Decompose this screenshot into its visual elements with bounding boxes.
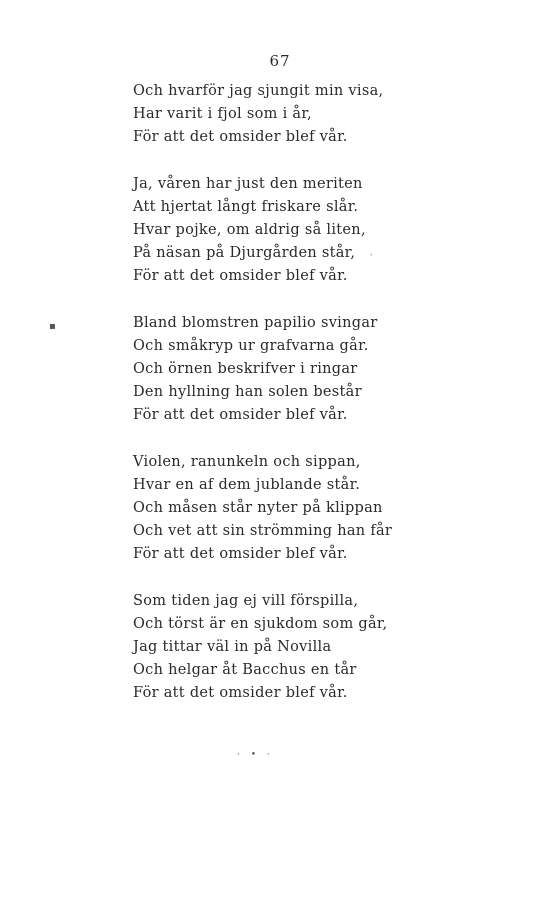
poem — [133, 80, 433, 729]
poem-line: Som tiden jag ej vill förspilla, — [133, 593, 359, 609]
stanza-2 — [133, 173, 433, 288]
stanza-3 — [133, 312, 433, 427]
poem-line: Hvar pojke, om aldrig så liten, — [133, 222, 366, 238]
stanza-4 — [133, 451, 433, 566]
poem-line: Och örnen beskrifver i ringar — [133, 361, 358, 377]
poem-line: För att det omsider blef vår. — [133, 685, 348, 701]
stanza-5 — [133, 590, 433, 705]
poem-line: Den hyllning han solen består — [133, 384, 362, 400]
poem-line: Och måsen står nyter på klippan — [133, 500, 383, 516]
poem-line: Och törst är en sjukdom som går, — [133, 616, 388, 632]
poem-line: Hvar en af dem jublande står. — [133, 477, 361, 493]
poem-line: För att det omsider blef vår. — [133, 407, 348, 423]
ink-specks: · • · — [237, 750, 274, 760]
poem-line: För att det omsider blef vår. — [133, 268, 348, 284]
poem-line: Har varit i fjol som i år, — [133, 106, 312, 122]
poem-line: För att det omsider blef vår. — [133, 129, 348, 145]
poem-line: Att hjertat långt friskare slår. — [133, 199, 359, 215]
ink-speck: ˈ — [370, 253, 373, 262]
poem-line: Och småkryp ur grafvarna går. — [133, 338, 369, 354]
ink-speck: ▪ — [49, 321, 56, 332]
poem-line: Ja, våren har just den meriten — [133, 176, 363, 192]
poem-line: Violen, ranunkeln och sippan, — [133, 454, 361, 470]
page-number: 67 — [269, 52, 291, 70]
stanza-1 — [133, 80, 433, 149]
poem-line: Jag tittar väl in på Novilla — [133, 639, 332, 655]
poem-line: För att det omsider blef vår. — [133, 546, 348, 562]
poem-line: Och hvarför jag sjungit min visa, — [133, 83, 384, 99]
poem-line: Och vet att sin strömming han får — [133, 523, 393, 539]
poem-line: På näsan på Djurgården står, — [133, 245, 356, 261]
poem-line: Bland blomstren papilio svingar — [133, 315, 378, 331]
poem-line: Och helgar åt Bacchus en tår — [133, 662, 357, 678]
